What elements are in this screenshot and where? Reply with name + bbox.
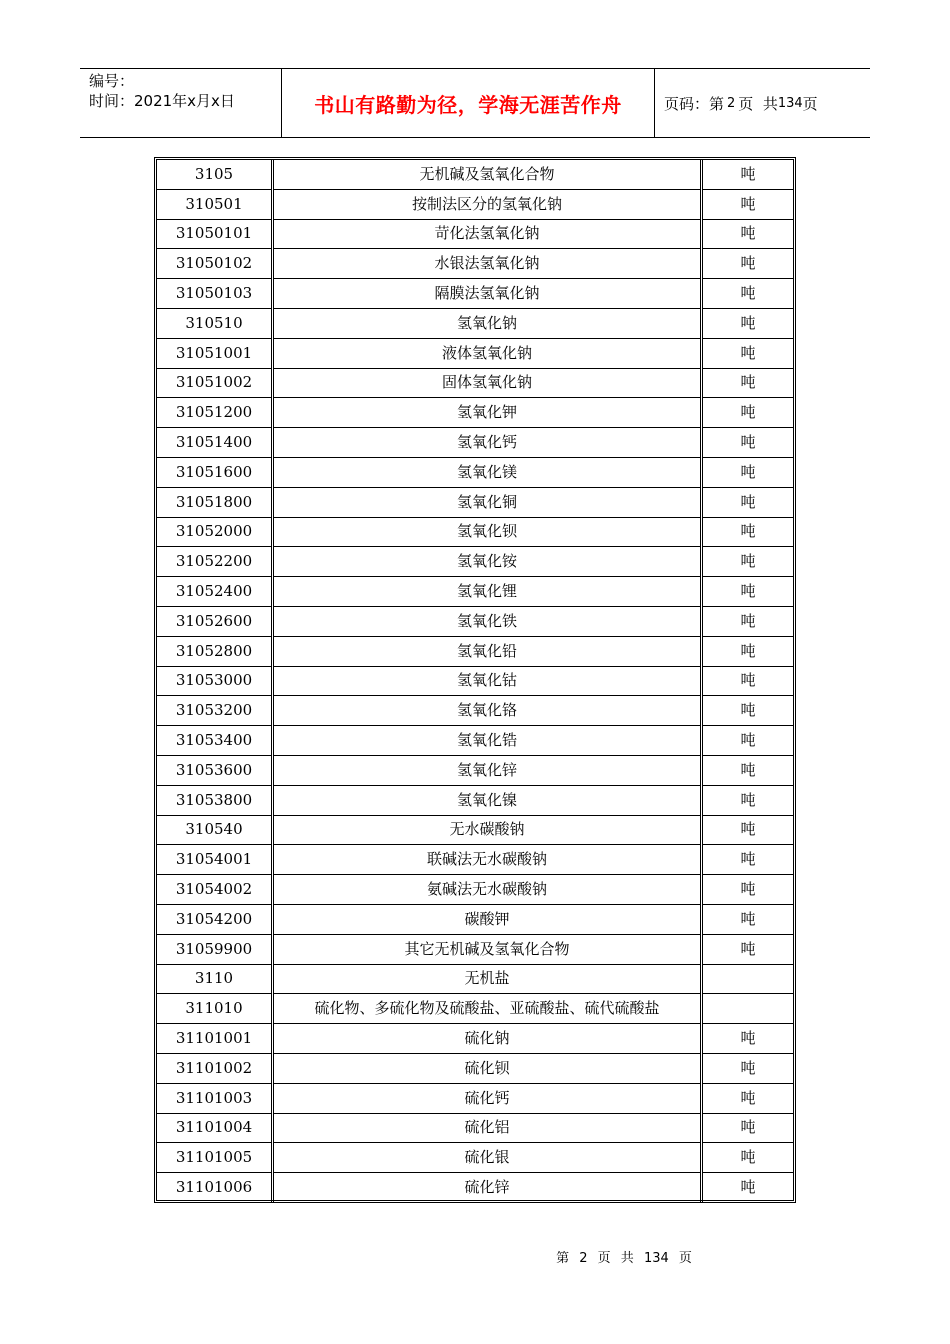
cell-code: 31053400 xyxy=(157,726,273,756)
cell-name: 氢氧化铬 xyxy=(273,696,702,726)
table-row xyxy=(157,517,793,547)
cell-unit: 吨 xyxy=(702,308,794,338)
table-row xyxy=(157,904,793,934)
cell-unit xyxy=(702,994,794,1024)
cell-code: 31054002 xyxy=(157,875,273,905)
cell-unit: 吨 xyxy=(702,368,794,398)
cell-unit: 吨 xyxy=(702,606,794,636)
cell-unit: 吨 xyxy=(702,487,794,517)
cell-name: 水银法氢氧化钠 xyxy=(273,249,702,279)
cell-name: 氢氧化铜 xyxy=(273,487,702,517)
table-row xyxy=(157,279,793,309)
cell-unit: 吨 xyxy=(702,398,794,428)
cell-code: 31051200 xyxy=(157,398,273,428)
footer-prefix: 第 xyxy=(556,1251,570,1266)
cell-unit: 吨 xyxy=(702,517,794,547)
cell-name: 氨碱法无水碳酸钠 xyxy=(273,875,702,905)
cell-code: 31054001 xyxy=(157,845,273,875)
table-body xyxy=(157,160,793,1202)
cell-code: 31052800 xyxy=(157,636,273,666)
cell-code: 31051800 xyxy=(157,487,273,517)
table-row xyxy=(157,547,793,577)
page-label: 页码：第 xyxy=(664,94,725,113)
header-page-info xyxy=(655,69,870,137)
cell-code: 31101002 xyxy=(157,1053,273,1083)
table-row xyxy=(157,160,793,189)
table-row xyxy=(157,785,793,815)
number-label: 编号： xyxy=(89,72,135,90)
table-row xyxy=(157,1024,793,1054)
table-row xyxy=(157,487,793,517)
table-row xyxy=(157,1053,793,1083)
cell-name: 其它无机碱及氢氧化合物 xyxy=(273,934,702,964)
table-row xyxy=(157,249,793,279)
cell-unit: 吨 xyxy=(702,249,794,279)
cell-code: 31050103 xyxy=(157,279,273,309)
cell-code: 31051001 xyxy=(157,338,273,368)
cell-code: 31054200 xyxy=(157,904,273,934)
cell-name: 无机碱及氢氧化合物 xyxy=(273,160,702,189)
cell-name: 硫化钙 xyxy=(273,1083,702,1113)
cell-name: 氢氧化镁 xyxy=(273,457,702,487)
cell-unit: 吨 xyxy=(702,279,794,309)
table-row xyxy=(157,368,793,398)
cell-name: 苛化法氢氧化钠 xyxy=(273,219,702,249)
table-row xyxy=(157,189,793,219)
cell-name: 无水碳酸钠 xyxy=(273,815,702,845)
table-row xyxy=(157,457,793,487)
table-row xyxy=(157,845,793,875)
table-row xyxy=(157,666,793,696)
cell-unit: 吨 xyxy=(702,1083,794,1113)
cell-unit: 吨 xyxy=(702,160,794,189)
cell-name: 氢氧化铵 xyxy=(273,547,702,577)
table-row xyxy=(157,1113,793,1143)
cell-unit: 吨 xyxy=(702,1113,794,1143)
table-row xyxy=(157,606,793,636)
cell-unit: 吨 xyxy=(702,1053,794,1083)
cell-unit: 吨 xyxy=(702,1143,794,1173)
cell-code: 31101001 xyxy=(157,1024,273,1054)
cell-code: 31053600 xyxy=(157,755,273,785)
cell-unit: 吨 xyxy=(702,547,794,577)
cell-name: 碳酸钾 xyxy=(273,904,702,934)
cell-name: 氢氧化锌 xyxy=(273,755,702,785)
cell-name: 液体氢氧化钠 xyxy=(273,338,702,368)
table-row xyxy=(157,428,793,458)
cell-unit xyxy=(702,964,794,994)
table-row xyxy=(157,308,793,338)
cell-unit: 吨 xyxy=(702,666,794,696)
header-meta xyxy=(80,69,282,137)
cell-code: 31050102 xyxy=(157,249,273,279)
table-row xyxy=(157,398,793,428)
table-row xyxy=(157,636,793,666)
footer-mid1: 页 xyxy=(597,1251,611,1266)
table-row xyxy=(157,964,793,994)
cell-name: 硫化钡 xyxy=(273,1053,702,1083)
cell-unit: 吨 xyxy=(702,904,794,934)
cell-code: 31101003 xyxy=(157,1083,273,1113)
cell-name: 氢氧化铅 xyxy=(273,636,702,666)
footer-suffix: 页 xyxy=(678,1251,692,1266)
table-row xyxy=(157,875,793,905)
cell-code: 310510 xyxy=(157,308,273,338)
cell-unit: 吨 xyxy=(702,577,794,607)
cell-code: 31053000 xyxy=(157,666,273,696)
cell-unit: 吨 xyxy=(702,755,794,785)
cell-code: 31050101 xyxy=(157,219,273,249)
cell-code: 31052200 xyxy=(157,547,273,577)
document-header xyxy=(80,68,870,138)
footer-total: 134 xyxy=(643,1251,669,1266)
cell-unit: 吨 xyxy=(702,785,794,815)
table-row xyxy=(157,696,793,726)
cell-code: 3105 xyxy=(157,160,273,189)
table-row xyxy=(157,726,793,756)
cell-name: 氢氧化钾 xyxy=(273,398,702,428)
table-row xyxy=(157,934,793,964)
table-row xyxy=(157,1173,793,1202)
cell-name: 按制法区分的氢氧化钠 xyxy=(273,189,702,219)
cell-name: 氢氧化钠 xyxy=(273,308,702,338)
cell-unit: 吨 xyxy=(702,428,794,458)
cell-unit: 吨 xyxy=(702,815,794,845)
cell-code: 31051002 xyxy=(157,368,273,398)
cell-code: 31052600 xyxy=(157,606,273,636)
cell-code: 31101004 xyxy=(157,1113,273,1143)
cell-unit: 吨 xyxy=(702,636,794,666)
cell-code: 310540 xyxy=(157,815,273,845)
footer-current: 2 xyxy=(579,1251,588,1266)
cell-name: 硫化物、多硫化物及硫酸盐、亚硫酸盐、硫代硫酸盐 xyxy=(273,994,702,1024)
cell-name: 硫化铝 xyxy=(273,1113,702,1143)
cell-unit: 吨 xyxy=(702,726,794,756)
table-row xyxy=(157,815,793,845)
footer-mid2: 共 xyxy=(620,1251,634,1266)
cell-name: 固体氢氧化钠 xyxy=(273,368,702,398)
page-mid: 页 共 xyxy=(738,94,778,113)
code-table xyxy=(154,157,796,1203)
table-row xyxy=(157,755,793,785)
cell-code: 31051400 xyxy=(157,428,273,458)
page-current: 2 xyxy=(727,95,736,111)
cell-code: 31052000 xyxy=(157,517,273,547)
cell-code: 31051600 xyxy=(157,457,273,487)
cell-name: 硫化钠 xyxy=(273,1024,702,1054)
table-row xyxy=(157,994,793,1024)
table-row xyxy=(157,1083,793,1113)
cell-unit: 吨 xyxy=(702,934,794,964)
cell-unit: 吨 xyxy=(702,1024,794,1054)
cell-name: 硫化银 xyxy=(273,1143,702,1173)
cell-code: 31052400 xyxy=(157,577,273,607)
time-label: 时间：2021年x月x日 xyxy=(89,92,235,110)
cell-unit: 吨 xyxy=(702,696,794,726)
table-row xyxy=(157,577,793,607)
cell-name: 氢氧化锆 xyxy=(273,726,702,756)
cell-name: 氢氧化铁 xyxy=(273,606,702,636)
page-total: 134 xyxy=(777,95,803,111)
cell-name: 氢氧化镍 xyxy=(273,785,702,815)
cell-code: 311010 xyxy=(157,994,273,1024)
table-row xyxy=(157,219,793,249)
cell-unit: 吨 xyxy=(702,1173,794,1202)
cell-code: 31053800 xyxy=(157,785,273,815)
cell-unit: 吨 xyxy=(702,189,794,219)
cell-name: 隔膜法氢氧化钠 xyxy=(273,279,702,309)
cell-name: 氢氧化钙 xyxy=(273,428,702,458)
cell-code: 31059900 xyxy=(157,934,273,964)
header-motto: 书山有路勤为径，学海无涯苦作舟 xyxy=(282,69,655,137)
cell-name: 无机盐 xyxy=(273,964,702,994)
cell-name: 氢氧化钴 xyxy=(273,666,702,696)
cell-code: 310501 xyxy=(157,189,273,219)
cell-code: 31101006 xyxy=(157,1173,273,1202)
page-footer xyxy=(0,1247,950,1266)
cell-unit: 吨 xyxy=(702,338,794,368)
cell-unit: 吨 xyxy=(702,457,794,487)
table-row xyxy=(157,338,793,368)
table-row xyxy=(157,1143,793,1173)
cell-name: 联碱法无水碳酸钠 xyxy=(273,845,702,875)
cell-code: 31053200 xyxy=(157,696,273,726)
page-end: 页 xyxy=(802,94,818,113)
cell-name: 氢氧化锂 xyxy=(273,577,702,607)
cell-name: 氢氧化钡 xyxy=(273,517,702,547)
cell-unit: 吨 xyxy=(702,875,794,905)
cell-unit: 吨 xyxy=(702,219,794,249)
cell-code: 31101005 xyxy=(157,1143,273,1173)
cell-code: 3110 xyxy=(157,964,273,994)
cell-name: 硫化锌 xyxy=(273,1173,702,1202)
cell-unit: 吨 xyxy=(702,845,794,875)
